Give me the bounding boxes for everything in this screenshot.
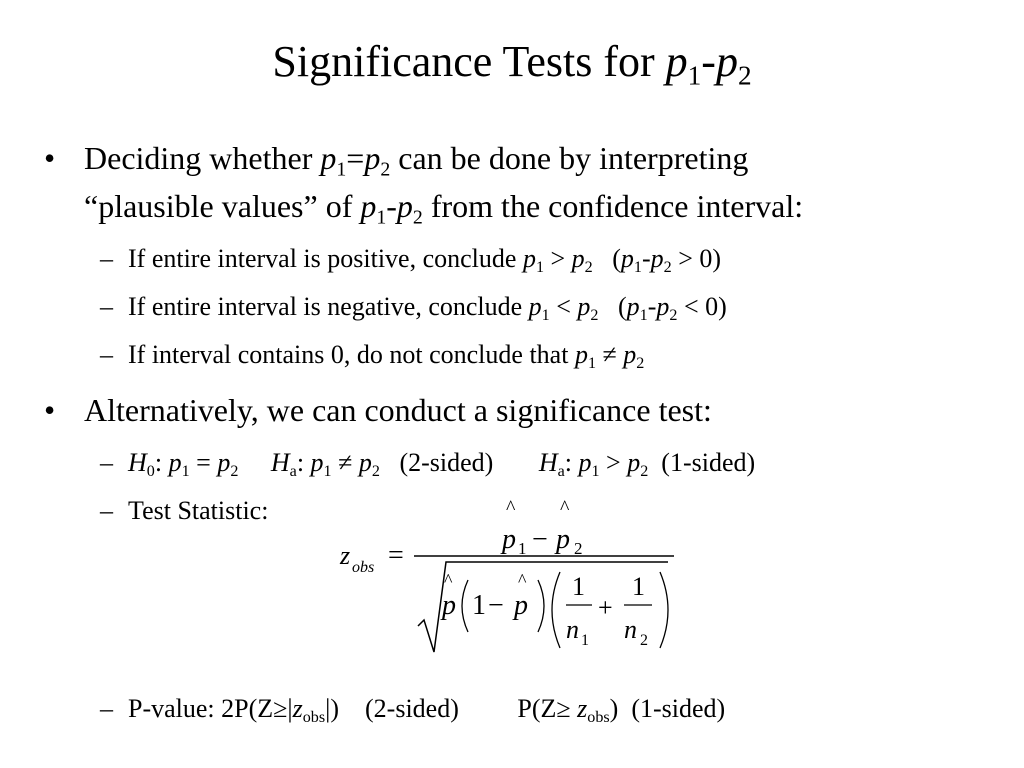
sub: a [557, 463, 565, 481]
text: from the confidence interval: [422, 188, 804, 224]
frac2-num: 1 [632, 572, 645, 601]
sub: 1 [587, 355, 596, 373]
num-minus: − [532, 524, 548, 555]
sub-dash [100, 694, 113, 724]
var-z: z [577, 694, 588, 723]
frac1-num: 1 [572, 572, 585, 601]
var-z: z [292, 694, 303, 723]
hat-mark: ^ [560, 497, 570, 519]
lhs-eq: = [388, 540, 404, 571]
ha-symbol: H [538, 448, 558, 477]
var-p: p [528, 292, 542, 321]
var-p: p [574, 340, 588, 369]
var-p: p [168, 448, 182, 477]
num-sub1: 1 [518, 539, 527, 558]
hat-mark: ^ [506, 497, 516, 519]
sub: 2 [640, 463, 649, 481]
plus: + [598, 593, 613, 622]
sub: 2 [584, 259, 593, 277]
text: Alternatively, we can conduct a significance test: [84, 392, 712, 428]
right-paren [538, 580, 544, 632]
right-paren-large [660, 572, 668, 648]
frac1-sub: 1 [581, 632, 589, 649]
pvalue-line [128, 694, 726, 727]
var-p: p [360, 188, 377, 224]
sub: 2 [590, 307, 599, 325]
title-sub2: 2 [737, 60, 752, 91]
var-p: p [320, 140, 337, 176]
text: If interval contains 0, do not conclude that [128, 340, 575, 369]
num-p2: p [556, 524, 570, 555]
var-p: p [310, 448, 324, 477]
sub: 2 [636, 355, 645, 373]
var-p: p [217, 448, 231, 477]
two-sided-label: (2-sided) [365, 694, 459, 723]
frac1-n: n [566, 615, 579, 644]
title-sub1: 1 [687, 60, 702, 91]
sub: a [289, 463, 297, 481]
text: Test Statistic: [128, 496, 269, 525]
left-paren-large [552, 572, 560, 648]
var-p: p [571, 244, 585, 273]
ha-symbol: H [270, 448, 290, 477]
sub: 1 [639, 307, 648, 325]
var-p: p [650, 244, 664, 273]
den-one: 1 [472, 590, 486, 621]
sub: 1 [541, 307, 550, 325]
left-paren [462, 580, 468, 632]
text: If entire interval is negative, conclude [128, 292, 529, 321]
title-p2: p [715, 37, 738, 86]
one-sided-label: (1-sided) [631, 694, 726, 723]
sub: 1 [535, 259, 544, 277]
dash-char: – [100, 694, 113, 723]
h0-symbol: H [128, 448, 147, 477]
den-p-hat: p [514, 590, 528, 621]
sub: 2 [380, 158, 391, 181]
sub: 2 [663, 259, 672, 277]
den-minus: − [488, 590, 504, 621]
eq: = [346, 140, 365, 176]
sub-bullet-2: If entire interval is negative, conclude $p_1 < p_2$ $(p_1-p_2 < 0)$ [128, 292, 727, 325]
close: |) [325, 694, 340, 723]
sub: 1 [336, 158, 347, 181]
rel: < [556, 292, 571, 321]
dash-char: – [100, 496, 113, 525]
var-p: p [578, 448, 592, 477]
sub: 1 [591, 463, 600, 481]
sub: 2 [371, 463, 380, 481]
dash-char: – [100, 292, 113, 321]
title-p1: p [665, 37, 688, 86]
sub: 2 [669, 307, 678, 325]
sub: 2 [412, 206, 423, 229]
rel: ≠ [602, 340, 617, 369]
bullet-char: • [44, 392, 56, 428]
num-p1: p [502, 524, 516, 555]
var-p: p [656, 292, 670, 321]
frac2-n: n [624, 615, 637, 644]
sub: 1 [323, 463, 332, 481]
dash: - [386, 188, 397, 224]
sub-bullet-1: If entire interval is positive, conclude $p_1 > p_2$ $(p_1-p_2 > 0)$ [128, 244, 722, 277]
var-p: p [623, 340, 637, 369]
hat-mark: ^ [518, 570, 527, 590]
var-p: p [522, 244, 536, 273]
pvalue-label: P-value: 2P(Z≥| [128, 694, 293, 723]
dash-char: – [100, 448, 113, 477]
text: If entire interval is positive, conclude [128, 244, 523, 273]
pvalue-one-sided: P(Z≥ [517, 694, 578, 723]
hypotheses-line: $H_0$: $p_1 = p_2$ $H_a$: $p_1 \ne p_2$ (2-sided) $H_a$: $p_1 > p_2$ (1-sided) [128, 448, 756, 481]
close: ) [609, 694, 619, 723]
var-p: p [396, 188, 413, 224]
bullet-char: • [44, 140, 56, 176]
title-text: Significance Tests for [272, 37, 666, 86]
var-p: p [577, 292, 591, 321]
dash-char: – [100, 244, 113, 273]
lhs-obs: obs [352, 559, 375, 576]
var-p: p [627, 448, 641, 477]
var-p: p [364, 140, 381, 176]
text: “plausible values” of [84, 188, 361, 224]
sub: 1 [633, 259, 642, 277]
sub: 1 [181, 463, 190, 481]
text: can be done by interpreting [390, 140, 749, 176]
one-sided-label: (1-sided) [661, 448, 756, 477]
var-p: p [358, 448, 372, 477]
two-sided-label: (2-sided) [399, 448, 494, 477]
lhs-z: z [340, 541, 351, 570]
var-p: p [620, 244, 634, 273]
sub: obs [302, 709, 326, 727]
text: Deciding whether [84, 140, 321, 176]
sub: 0 [146, 463, 155, 481]
frac2-sub: 2 [640, 632, 648, 649]
den-p: p [442, 590, 456, 621]
hat-mark: ^ [444, 570, 453, 590]
title-dash: - [701, 37, 716, 86]
sub: 1 [376, 206, 387, 229]
sub: 2 [230, 463, 239, 481]
dash-char: – [100, 340, 113, 369]
var-p: p [626, 292, 640, 321]
num-sub2: 2 [574, 539, 583, 558]
rel: > [550, 244, 566, 273]
sub: obs [587, 709, 610, 727]
